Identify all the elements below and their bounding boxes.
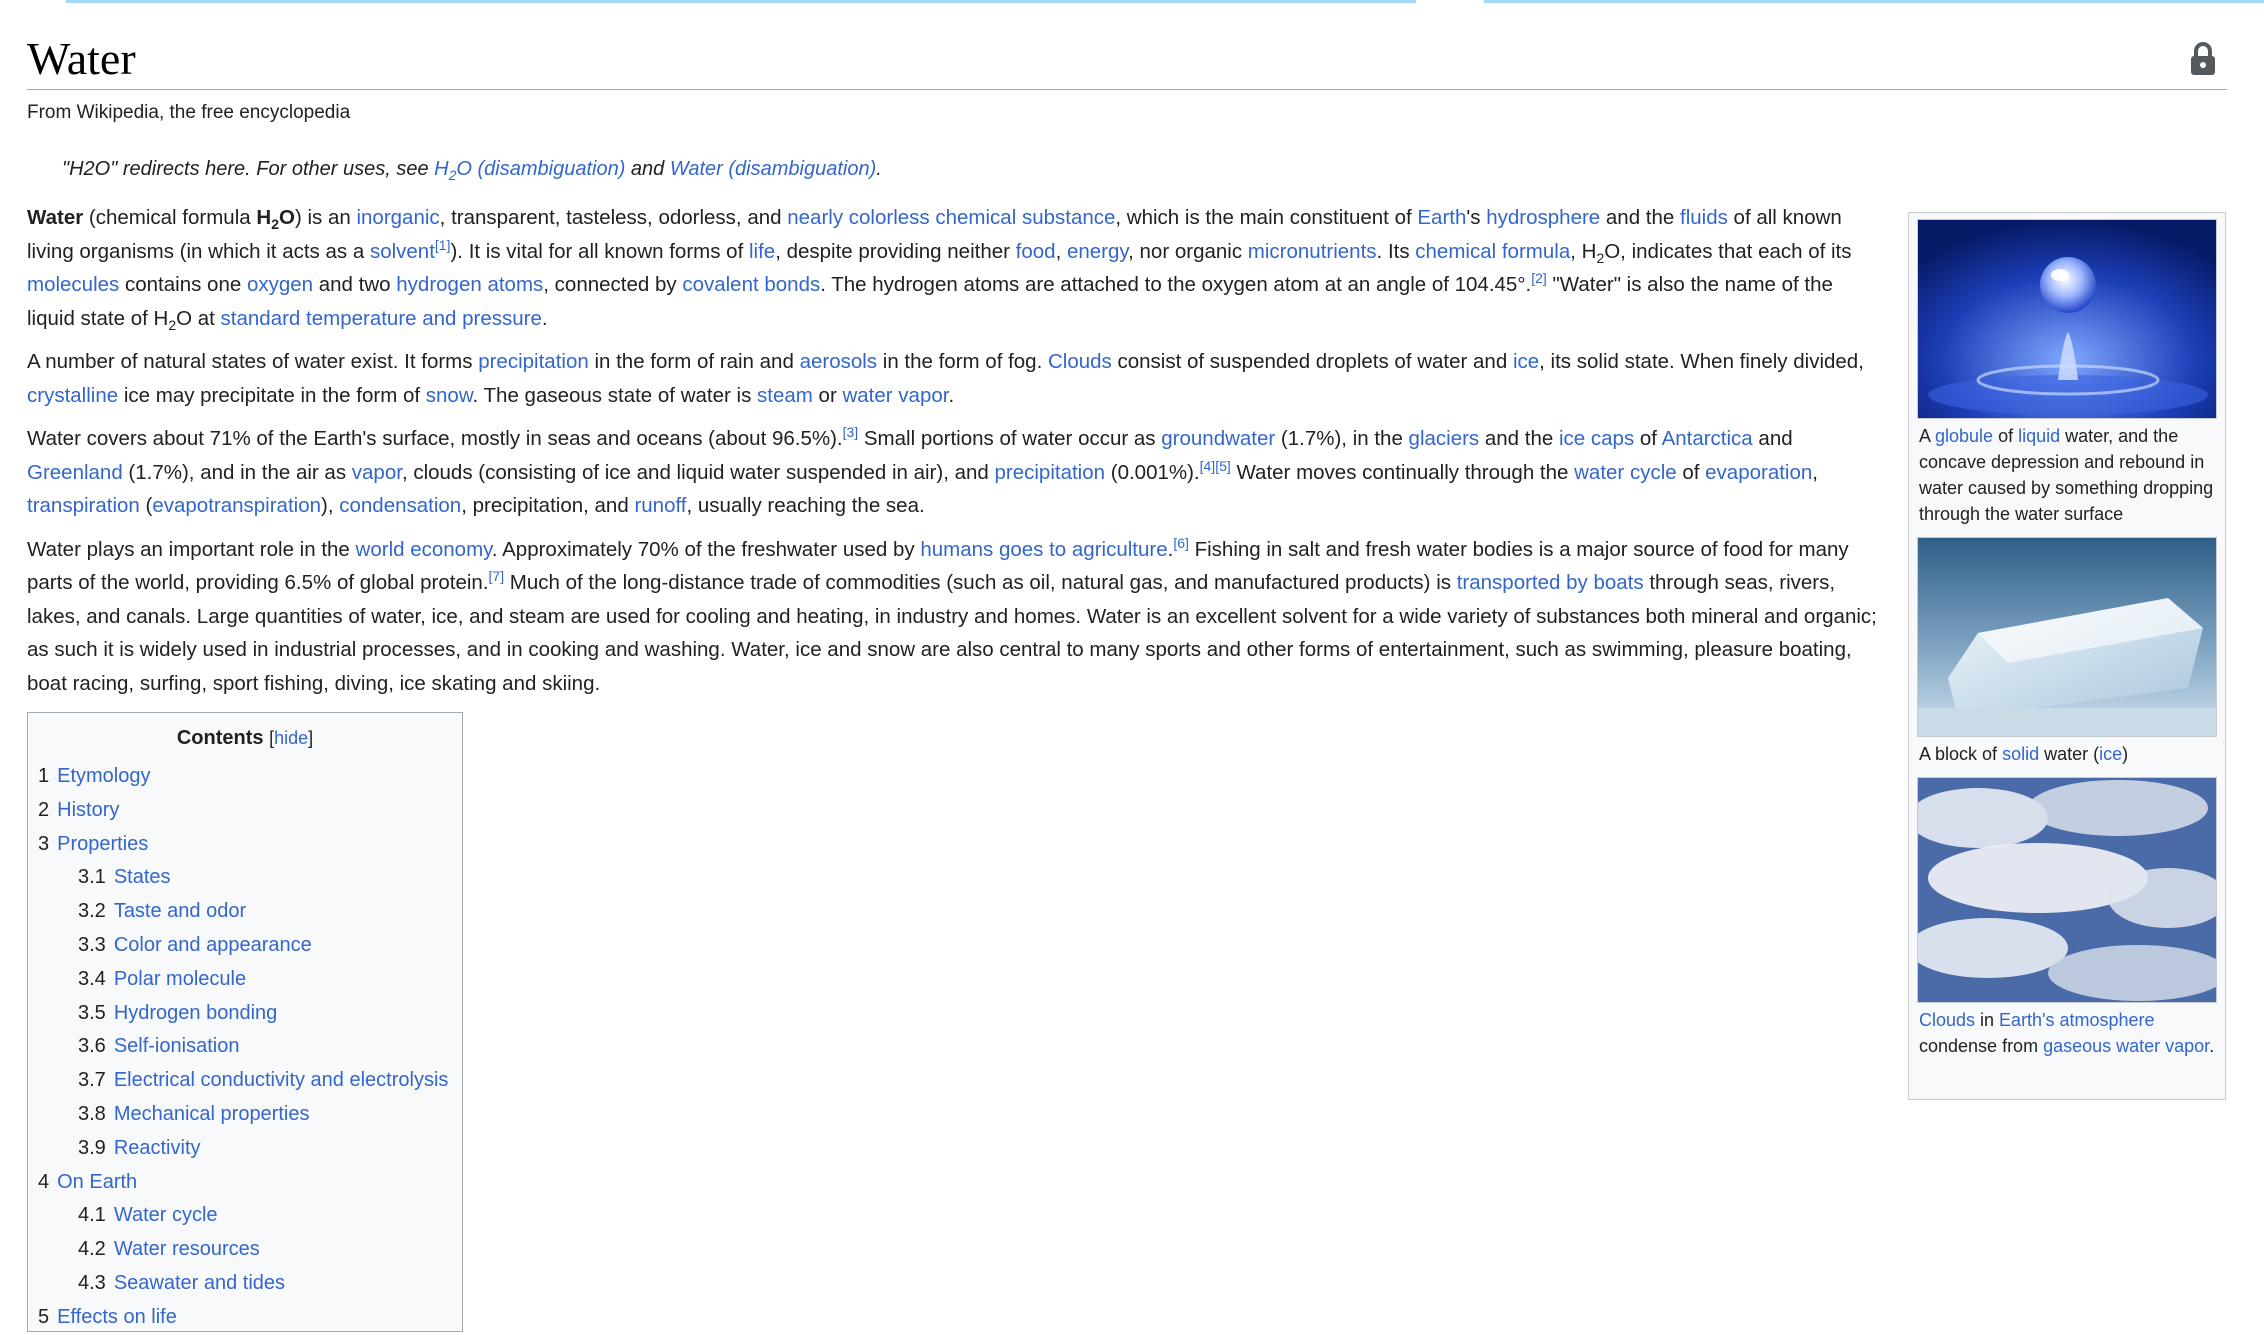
toc-item-link[interactable]: States <box>113 866 171 889</box>
article-body <box>27 201 1882 710</box>
toc-item-number: 3.5 <box>78 1001 106 1024</box>
link-greenland[interactable]: Greenland <box>27 460 123 484</box>
top-border <box>66 0 1416 3</box>
toc-item-link[interactable]: Color and appearance <box>113 933 312 956</box>
paragraph-intro-4: Water plays an important role in the world economy. Approximately 70% of the freshwater used by humans goes to agriculture.[6] Fishing in salt and fresh water bodies is a major source of food for many parts of the world, providing 6.5% of global protein.[7] Much of the long-distance trade of commodities (such as oil, natural gas, and manufactured products) is transported by boats through seas, rivers, lakes, and canals. Large quantities of water, ice, and steam are used for cooling and heating, in industry and homes. Water is an excellent solvent for a wide variety of substances both mineral and organic; as such it is widely used in industrial processes, and in cooking and washing. Water, ice and snow are also central to many sports and other forms of entertainment, such as swimming, pleasure boating, boat racing, surfing, sport fishing, diving, ice skating and skiing. <box>27 534 1877 695</box>
link-ice-caps[interactable]: ice caps <box>1558 427 1635 450</box>
link-molecules[interactable]: molecules <box>27 273 120 296</box>
link-solvent[interactable]: solvent <box>369 239 435 263</box>
toc-item-link[interactable]: Taste and odor <box>113 900 247 923</box>
link-transported-by-boats[interactable]: transported by boats <box>1456 571 1644 594</box>
link-liquid[interactable]: liquid <box>2018 426 2061 446</box>
link-hydrosphere[interactable]: hydrosphere <box>1486 206 1601 229</box>
caption-water-drop: A globule of liquid water, and the concave depression and rebound in water caused by something dropping through the water surface <box>1919 426 2214 524</box>
toc-item-number: 4.3 <box>78 1271 106 1294</box>
toc-item[interactable] <box>38 1064 452 1098</box>
toc-item-number: 3.9 <box>78 1136 106 1159</box>
toc-item[interactable] <box>38 895 452 929</box>
link-world-economy[interactable]: world economy <box>355 537 492 561</box>
toc-item-link[interactable]: Water resources <box>113 1238 260 1261</box>
toc-item[interactable] <box>38 1301 452 1335</box>
link-antarctica[interactable]: Antarctica <box>1661 427 1753 450</box>
water-drop-image[interactable] <box>1917 219 2217 419</box>
toc-item-number: 3.7 <box>78 1069 106 1092</box>
tagline: From Wikipedia, the free encyclopedia <box>27 102 351 123</box>
toc-item-number: 5 <box>38 1305 50 1328</box>
link-precipitation[interactable]: precipitation <box>478 350 589 373</box>
toc-item-number: 3.2 <box>78 900 106 923</box>
link-aerosols[interactable]: aerosols <box>799 350 878 373</box>
link-micronutrients[interactable]: micronutrients <box>1247 239 1377 263</box>
toc-item[interactable] <box>38 997 452 1031</box>
toc-item-number: 4 <box>38 1170 50 1193</box>
link-water-vapor[interactable]: water vapor <box>842 383 949 407</box>
toc-item-link[interactable]: Electrical conductivity and electrolysis <box>113 1069 449 1092</box>
link-hydrogen[interactable]: hydrogen <box>396 273 482 296</box>
link-crystalline[interactable]: crystalline <box>27 383 119 407</box>
link-groundwater[interactable]: groundwater <box>1161 427 1276 450</box>
toc-item[interactable] <box>38 760 452 794</box>
link-atoms[interactable]: atoms <box>487 273 544 296</box>
title-row <box>27 28 2227 90</box>
link-snow[interactable]: snow <box>425 383 473 407</box>
toc-item-link[interactable]: Effects on life <box>57 1305 177 1328</box>
infobox <box>1908 212 2226 1100</box>
link-steam[interactable]: steam <box>757 383 813 407</box>
toc-item[interactable] <box>38 963 452 997</box>
link-clouds[interactable]: Clouds <box>1047 350 1112 373</box>
link-evapotranspiration[interactable]: evapotranspiration <box>152 494 322 517</box>
top-border-right <box>1484 0 2264 3</box>
link-gaseous-water-vapor[interactable]: gaseous water vapor <box>2043 1036 2210 1056</box>
toc-item-link[interactable]: Properties <box>57 832 149 855</box>
toc-item[interactable] <box>38 1166 452 1200</box>
hatnote-text: "H2O" redirects here. For other uses, see <box>62 158 435 180</box>
link-evaporation[interactable]: evaporation <box>1705 460 1813 484</box>
link-stp[interactable]: standard temperature and pressure <box>220 306 542 330</box>
link-covalent-bonds[interactable]: covalent bonds <box>682 273 821 296</box>
toc-item-link[interactable]: Water cycle <box>113 1204 218 1227</box>
link-condensation[interactable]: condensation <box>339 494 462 517</box>
caption-clouds: Clouds in Earth's atmosphere condense from gaseous water vapor. <box>1919 1010 2215 1056</box>
link-earths-atmosphere[interactable]: Earth's atmosphere <box>1999 1010 2155 1030</box>
link-nearly-colorless[interactable]: nearly colorless <box>787 206 930 229</box>
link-food[interactable]: food <box>1015 239 1056 263</box>
toc-item-link[interactable]: Seawater and tides <box>113 1271 286 1294</box>
link-chemical-substance[interactable]: chemical substance <box>935 206 1116 229</box>
toc-item-number: 3 <box>38 832 50 855</box>
link-ice[interactable]: ice <box>1512 350 1540 373</box>
link-vapor[interactable]: vapor <box>351 460 402 484</box>
link-water-cycle[interactable]: water cycle <box>1574 460 1677 484</box>
ref-3[interactable]: [3] <box>842 424 859 441</box>
link-precipitation-2[interactable]: precipitation <box>994 460 1106 484</box>
toc-item-number: 3.3 <box>78 933 106 956</box>
toc-item[interactable] <box>38 1030 452 1064</box>
link-solid[interactable]: solid <box>2002 744 2040 764</box>
toc-item-link[interactable]: On Earth <box>57 1170 138 1193</box>
lock-icon[interactable] <box>2189 42 2217 76</box>
toc-item[interactable] <box>38 1267 452 1301</box>
link-humans-agriculture[interactable]: humans goes to agriculture <box>920 537 1168 561</box>
toc-item[interactable] <box>38 828 452 862</box>
toc-item[interactable] <box>38 794 452 828</box>
toc-item[interactable] <box>38 861 452 895</box>
toc-hide-toggle[interactable]: hide <box>274 728 309 748</box>
link-glaciers[interactable]: glaciers <box>1408 427 1480 450</box>
toc-item-number: 3.1 <box>78 866 106 889</box>
link-water-disambiguation[interactable]: Water (disambiguation) <box>669 158 877 180</box>
toc-item[interactable] <box>38 1233 452 1267</box>
toc-item[interactable] <box>38 1098 452 1132</box>
link-fluids[interactable]: fluids <box>1680 206 1728 229</box>
toc-item-link[interactable]: Polar molecule <box>113 967 247 990</box>
link-life[interactable]: life <box>748 239 776 263</box>
toc-header: Contents [hide] <box>176 727 314 749</box>
ref-2[interactable]: [2] <box>1531 270 1547 287</box>
ref-7[interactable]: [7] <box>488 568 505 585</box>
toc-list <box>38 760 452 1335</box>
toc-item-link[interactable]: Reactivity <box>113 1136 201 1159</box>
toc-item-link[interactable]: Self-ionisation <box>113 1035 240 1058</box>
hatnote: "H2O" redirects here. For other uses, see $H_2O$ (disambiguation) and Water (disambiguation). <box>62 158 882 183</box>
link-h2o-disambiguation[interactable]: $H_2O$ (disambiguation) <box>434 158 626 183</box>
link-earth[interactable]: Earth <box>1417 206 1467 229</box>
link-inorganic[interactable]: inorganic <box>356 206 440 229</box>
link-transpiration[interactable]: transpiration <box>27 494 140 517</box>
link-globule[interactable]: globule <box>1935 426 1994 446</box>
page-title: Water <box>27 33 136 84</box>
ref-1[interactable]: [1] <box>434 236 451 253</box>
link-clouds-caption[interactable]: Clouds <box>1919 1010 1976 1030</box>
toc-item-number: 3.6 <box>78 1035 106 1058</box>
link-runoff[interactable]: runoff <box>634 494 687 517</box>
paragraph-intro-3: Water covers about 71% of the Earth's surface, mostly in seas and oceans (about 96.5%).[3] Small portions of water occur as groundwater (1.7%), in the glaciers and the ice caps of Antarctica and Greenland (1.7%), and in the air as vapor, clouds (consisting of ice and liquid water suspended in air), and precipitation (0.001%).[4][5] Water moves continually through the water cycle of evaporation, transpiration (evapotranspiration), condensation, precipitation, and runoff, usually reaching the sea. <box>27 424 1818 517</box>
toc-item-number: 3.8 <box>78 1102 106 1125</box>
toc-item-link[interactable]: Mechanical properties <box>113 1102 310 1125</box>
toc-item-number: 3.4 <box>78 967 106 990</box>
caption-ice-block: A block of solid water (ice) <box>1919 744 2129 764</box>
toc-title: Contents <box>176 727 264 749</box>
toc-item-link[interactable]: Etymology <box>57 765 151 787</box>
toc-item[interactable] <box>38 1132 452 1166</box>
table-of-contents <box>27 712 463 1332</box>
link-energy[interactable]: energy <box>1066 239 1129 263</box>
toc-item-number: 4.1 <box>78 1204 106 1227</box>
ref-4-5[interactable]: [4][5] <box>1199 457 1231 474</box>
toc-item-number: 2 <box>38 798 50 821</box>
link-ice-caption[interactable]: ice <box>2099 744 2123 764</box>
toc-item-number: 1 <box>38 765 50 787</box>
clouds-image[interactable] <box>1917 777 2217 1003</box>
toc-item-number: 4.2 <box>78 1238 106 1261</box>
ref-6[interactable]: [6] <box>1173 534 1189 551</box>
link-chemical-formula[interactable]: chemical formula <box>1415 239 1571 263</box>
toc-item-link[interactable]: History <box>57 798 120 821</box>
toc-item-link[interactable]: Hydrogen bonding <box>113 1001 278 1024</box>
paragraph-intro-1: Water (chemical formula $H_2O$) is an inorganic, transparent, tasteless, odorless, and nearly colorless chemical substance, which is the main constituent of Earth's hydrosphere and the fluids of all known living organisms (in which it acts as a solvent[1]). It is vital for all known forms of life, despite providing neither food, energy, nor organic micronutrients. Its chemical formula, $H_2O$, indicates that each of its molecules contains one oxygen and two hydrogen atoms, connected by covalent bonds. The hydrogen atoms are attached to the oxygen atom at an angle of 104.45°.[2] "Water" is also the name of the liquid state of $H_2O$ at standard temperature and pressure. <box>27 206 1852 333</box>
toc-item[interactable] <box>38 1199 452 1233</box>
toc-item[interactable] <box>38 929 452 963</box>
paragraph-intro-2: A number of natural states of water exist. It forms precipitation in the form of rain and aerosols in the form of fog. Clouds consist of suspended droplets of water and ice, its solid state. When finely divided, crystalline ice may precipitate in the form of snow. The gaseous state of water is steam or water vapor. <box>27 350 1864 407</box>
link-oxygen[interactable]: oxygen <box>246 273 314 296</box>
ice-block-image[interactable] <box>1917 537 2217 737</box>
